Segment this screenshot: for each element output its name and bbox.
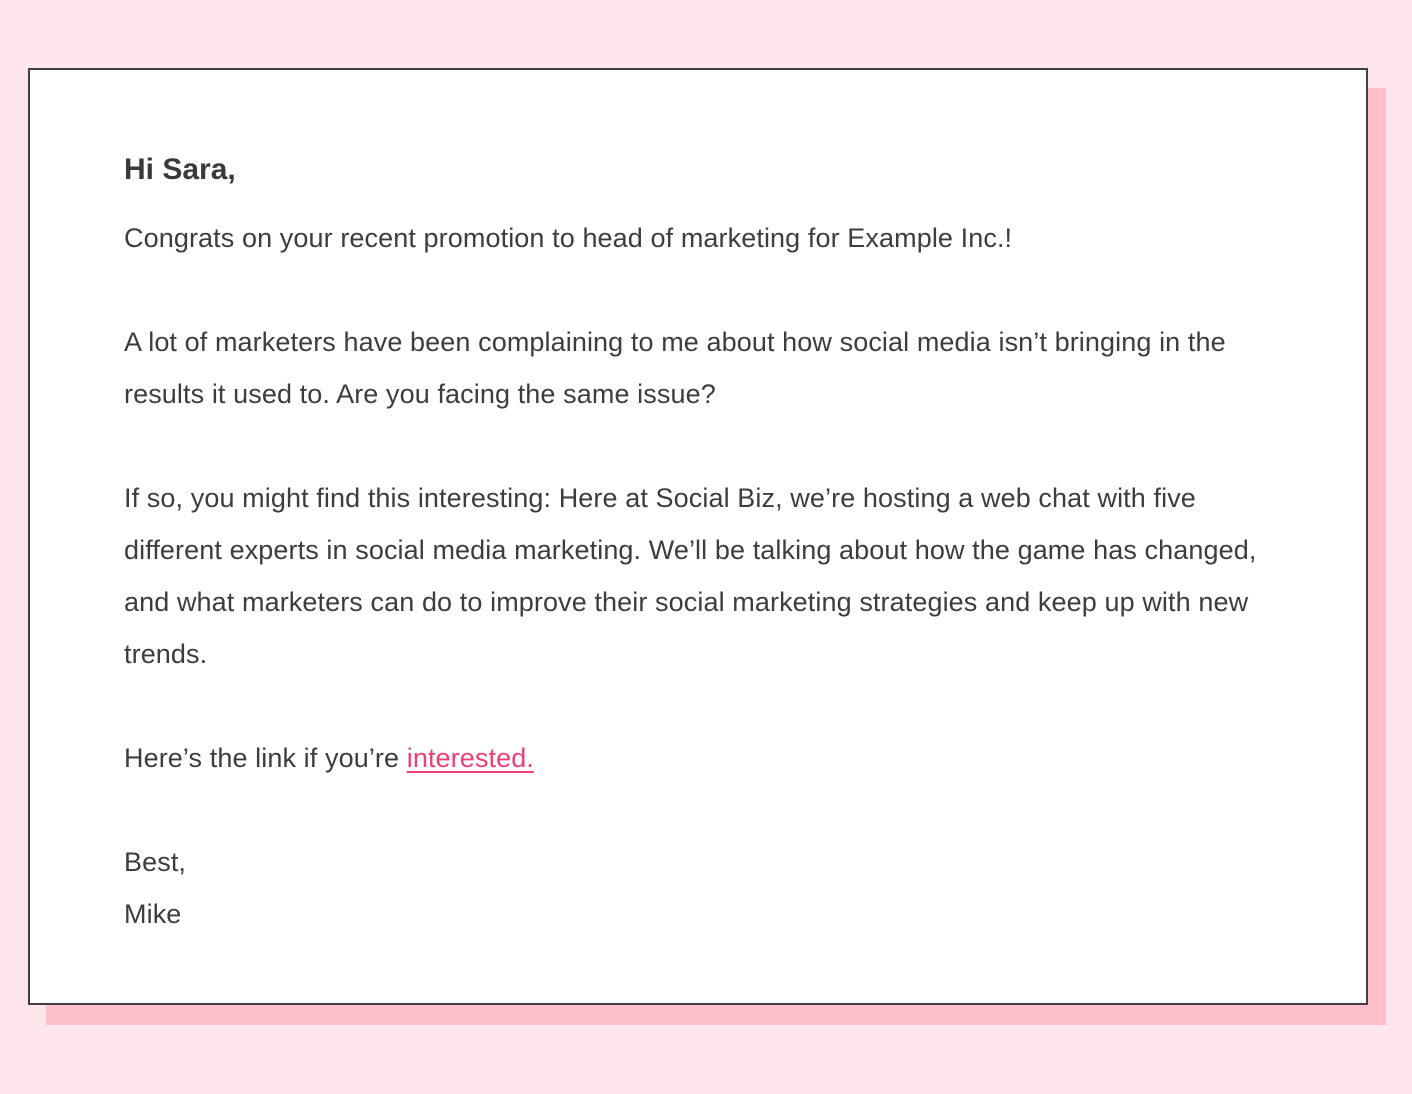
email-body: [124, 148, 1284, 940]
paragraph-link: [124, 732, 1284, 784]
email-signoff: [124, 836, 1284, 940]
paragraph-problem: A lot of marketers have been complaining to me about how social media isn’t bringing in the results it used to. Are you facing the same issue?: [124, 327, 1226, 409]
interested-link[interactable]: interested.: [406, 743, 534, 773]
signature-name: Mike: [124, 899, 182, 929]
link-prefix-text: Here’s the link if you’re: [124, 743, 407, 773]
email-card: [28, 68, 1368, 1005]
paragraph-congrats: Congrats on your recent promotion to head of marketing for Example Inc.!: [124, 223, 1013, 253]
paragraph-offer: If so, you might find this interesting: Here at Social Biz, we’re hosting a web chat with five different experts in social media marketing. We’ll be talking about how the game has changed, and what marketers can do to improve their social marketing strategies and keep up with new trends.: [124, 483, 1257, 669]
signoff-text: Best,: [124, 847, 187, 877]
email-greeting: Hi Sara,: [124, 153, 236, 186]
